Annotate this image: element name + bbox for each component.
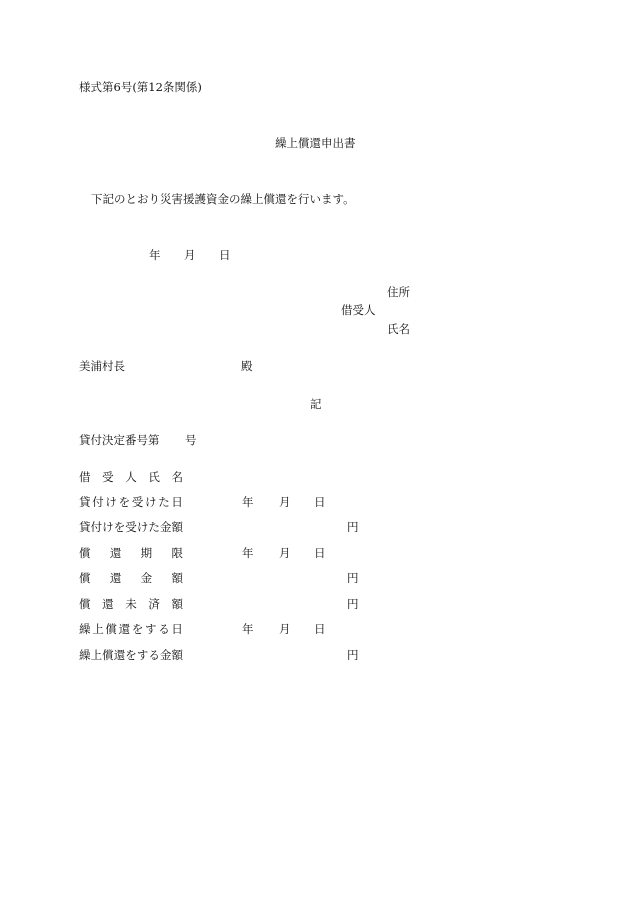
form-number: 様式第6号(第12条関係) [79, 80, 202, 94]
label-char: 金 [159, 648, 172, 662]
label-char: を [131, 622, 144, 636]
label-char: 繰 [79, 648, 91, 662]
label-char: 付 [92, 495, 104, 509]
deadline-year: 年 [242, 546, 254, 560]
item-label-repayment-amount [79, 573, 183, 585]
label-char: 限 [171, 546, 183, 560]
label-char: 還 [109, 546, 122, 560]
label-char: 受 [102, 470, 114, 484]
item-label-loan-date [79, 497, 183, 509]
early-date-day: 日 [314, 622, 326, 636]
date-year-label: 年 [149, 248, 161, 262]
label-char: 額 [171, 520, 183, 534]
early-amount-yen: 円 [347, 648, 359, 662]
label-char: 還 [118, 622, 131, 636]
label-char: る [158, 622, 170, 636]
intro-text: 下記のとおり災害援護資金の繰上償還を行います。 [91, 192, 355, 206]
outstanding-amount-yen: 円 [347, 597, 359, 611]
deadline-day: 日 [314, 546, 326, 560]
label-char: 人 [125, 470, 137, 484]
loan-decision-suffix: 号 [185, 433, 197, 447]
deadline-month: 月 [279, 546, 291, 560]
label-char: を [118, 495, 131, 509]
label-char: 済 [148, 597, 160, 611]
item-label-early-repayment-date [79, 624, 183, 636]
item-label-loan-amount [79, 522, 183, 534]
label-char: け [136, 520, 149, 534]
loan-amount-yen: 円 [347, 520, 359, 534]
early-date-year: 年 [242, 622, 254, 636]
label-char: 上 [92, 622, 104, 636]
label-char: 償 [102, 648, 114, 662]
label-char: 額 [171, 571, 183, 585]
label-char: 額 [171, 597, 183, 611]
borrower-role-label: 借受人 [341, 303, 376, 317]
label-char: 償 [79, 597, 91, 611]
label-char: 償 [79, 571, 91, 585]
address-label: 住所 [387, 285, 410, 299]
addressee-name: 美浦村長 [79, 359, 125, 373]
label-char: 日 [171, 622, 183, 636]
addressee-honorific: 殿 [241, 359, 253, 373]
label-char: る [148, 648, 160, 662]
loan-date-month: 月 [279, 495, 291, 509]
label-char: す [145, 622, 157, 636]
document-title: 繰上償還申出書 [275, 136, 356, 150]
date-day-label: 日 [219, 248, 231, 262]
label-char: す [136, 648, 149, 662]
ki-heading: 記 [310, 397, 322, 411]
label-char: 日 [171, 495, 183, 509]
date-month-label: 月 [184, 248, 196, 262]
label-char: 貸 [79, 520, 91, 534]
label-char: 金 [159, 520, 172, 534]
label-char: 受 [125, 520, 137, 534]
label-char: 期 [140, 546, 153, 560]
label-char: 付 [90, 520, 103, 534]
label-char: 還 [109, 571, 122, 585]
label-char: を [113, 520, 126, 534]
label-char: 名 [171, 470, 183, 484]
label-char: 額 [171, 648, 183, 662]
label-char: 金 [140, 571, 153, 585]
item-label-borrower-name [79, 472, 183, 484]
name-label: 氏名 [387, 322, 410, 336]
label-char: 還 [102, 597, 114, 611]
label-char: 借 [79, 470, 91, 484]
item-label-early-repayment-amount [79, 650, 183, 662]
item-label-repayment-deadline [79, 548, 183, 560]
label-char: た [148, 520, 160, 534]
loan-date-year: 年 [242, 495, 254, 509]
label-char: 償 [105, 622, 117, 636]
label-char: 償 [79, 546, 91, 560]
label-char: 貸 [79, 495, 91, 509]
early-date-month: 月 [279, 622, 291, 636]
loan-decision-prefix: 貸付決定番号第 [79, 433, 160, 447]
label-char: 受 [131, 495, 144, 509]
label-char: け [145, 495, 157, 509]
label-char: け [102, 520, 114, 534]
label-char: 上 [90, 648, 103, 662]
label-char: を [125, 648, 137, 662]
label-char: た [158, 495, 170, 509]
loan-date-day: 日 [314, 495, 326, 509]
label-char: 未 [125, 597, 137, 611]
label-char: け [105, 495, 117, 509]
repayment-amount-yen: 円 [347, 571, 359, 585]
label-char: 氏 [148, 470, 160, 484]
label-char: 繰 [79, 622, 91, 636]
item-label-outstanding-amount [79, 599, 183, 611]
label-char: 還 [113, 648, 126, 662]
